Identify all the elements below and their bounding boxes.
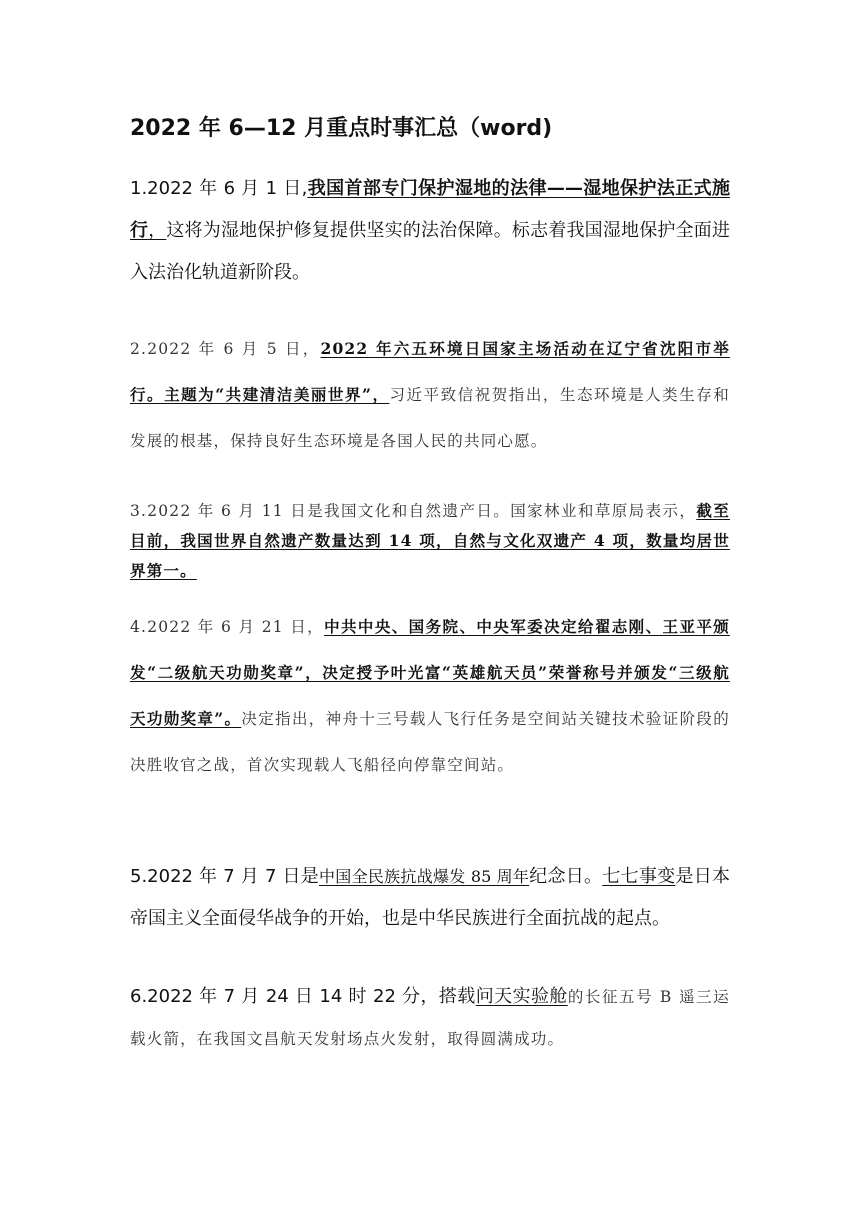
item-3-lead: 3.2022 年 6 月 11 日是我国文化和自然遗产日。国家林业和草原局表示，: [130, 502, 697, 520]
news-item-4: [130, 604, 730, 788]
news-item-6: [130, 976, 730, 1060]
item-6-rest: 的长征五号 B 遥三运载火箭，在我国文昌航天发射场点火发射，取得圆满成功。: [130, 988, 731, 1048]
document-title: 2022 年 6—12 月重点时事汇总（word): [130, 116, 553, 141]
news-item-5: [130, 856, 730, 940]
news-item-1: [130, 168, 730, 294]
item-5-mid: 纪念日。: [529, 866, 603, 887]
item-2-lead: 2.2022 年 6 月 5 日，: [130, 340, 321, 358]
item-4-lead: 4.2022 年 6 月 21 日，: [130, 618, 325, 636]
item-5-lead: 5.2022 年 7 月 7 日是: [130, 866, 320, 887]
item-2-rest: 习近平致信祝贺指出，生态环境是人类生存和发展的根基，保持良好生态环境是各国人民的共同心愿。: [130, 386, 730, 450]
item-2-highlight: 2022 年六五环境日国家主场活动在辽宁省沈阳市举行。主题为“共建清洁美丽世界”，: [130, 339, 730, 404]
item-3-highlight: 截至目前，我国世界自然遗产数量达到 14 项，自然与文化双遗产 4 项，数量均居世界第一。: [130, 501, 730, 580]
item-5-rest: 是日本帝国主义全面侵华战争的开始，也是中华民族进行全面抗战的起点。: [130, 866, 730, 929]
news-item-2: [130, 326, 730, 464]
item-4-highlight: 中共中央、国务院、中央军委决定给翟志刚、王亚平颁发“二级航天功勋奖章”，决定授予叶光富“英雄航天员”荣誉称号并颁发“三级航天功勋奖章”。: [130, 617, 730, 728]
item-6-lead: 6.2022 年 7 月 24 日 14 时 22 分，搭载: [130, 986, 476, 1007]
item-6-underline: 问天实验舱: [475, 986, 568, 1007]
item-4-rest: 决定指出，神舟十三号载人飞行任务是空间站关键技术验证阶段的决胜收官之战，首次实现载人飞船径向停靠空间站。: [130, 710, 730, 774]
item-1-lead: 1.2022 年 6 月 1 日,: [130, 178, 308, 199]
item-1-rest: 这将为湿地保护修复提供坚实的法治保障。标志着我国湿地保护全面进入法治化轨道新阶段。: [130, 220, 730, 283]
item-5-underline-1: 中国全民族抗战爆发 85 周年: [319, 867, 530, 886]
item-5-underline-2: 七七事变: [602, 866, 676, 887]
item-1-highlight-tail: ，: [148, 220, 167, 241]
item-1-highlight: 我国首部专门保护湿地的法律——湿地保护法正式施行: [130, 178, 730, 241]
news-item-3: [130, 496, 730, 586]
